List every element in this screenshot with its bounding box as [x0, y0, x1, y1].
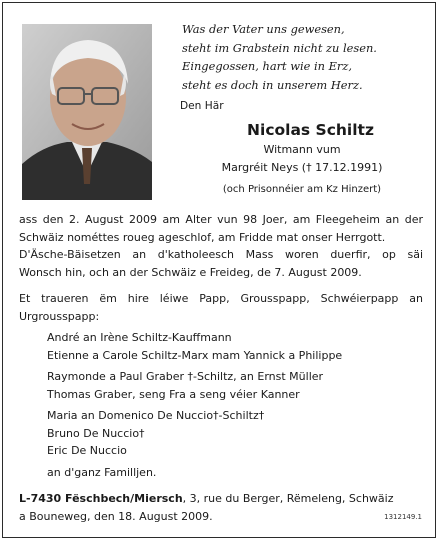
family-member: Maria an Domenico De Nuccio†-Schiltz†: [47, 409, 265, 422]
family-member: Bruno De Nuccio†: [47, 426, 145, 440]
mourners-line: Urgrousspapp:: [19, 309, 100, 323]
poem-line: steht es doch in unserem Herz.: [182, 77, 363, 92]
portrait-photo: [22, 24, 152, 200]
address-line: [19, 490, 423, 508]
note-line: (och Prisonnéier am Kz Hinzert): [222, 184, 382, 195]
address-block: [19, 490, 423, 525]
family-member: Thomas Graber, seng Fra a seng véier Kanner: [47, 387, 300, 401]
address-rest: , 3, rue du Berger, Rëmeleng, Schwäiz: [182, 492, 394, 505]
announcement-line: ass den 2. August 2009 am Alter vun 98 Joer, am Fleegeheim an der: [19, 213, 423, 226]
announcement-line: Schwäiz nométtes roueg ageschlof, am Fridde mat onser Herrgott.: [19, 230, 386, 244]
family-member: Etienne a Carole Schiltz-Marx mam Yannick a Philippe: [47, 348, 343, 362]
address-place: L-7430 Fëschbech/Miersch: [19, 492, 183, 505]
family-member: Eric De Nuccio: [47, 444, 127, 457]
intro-text: Den Här: [180, 100, 224, 112]
family-group: [19, 407, 440, 460]
poem-line: steht im Grabstein nicht zu lesen.: [182, 40, 377, 55]
family-member: André an Irène Schiltz-Kauffmann: [47, 331, 232, 344]
poem-line: Was der Vater uns gewesen,: [182, 22, 345, 36]
spouse-line: Margréit Neys († 17.12.1991): [221, 161, 383, 174]
ad-code: 1312149.1: [384, 513, 422, 521]
mourners-line: Et traueren ëm hire léiwe Papp, Grousspapp, Schwéierpapp an: [19, 292, 423, 305]
family-member: Raymonde a Paul Graber †-Schiltz, an Ernst Müller: [47, 370, 324, 383]
mourners-intro: [19, 290, 423, 325]
poem-line: Eingegossen, hart wie in Erz,: [182, 59, 352, 73]
families-closing: an d'ganz Familljen.: [47, 466, 157, 479]
widower-line: Witmann vum: [263, 143, 341, 156]
memorial-poem: [182, 20, 422, 94]
family-group: [19, 329, 440, 364]
announcement-line: Wonsch hin, och an der Schwäiz e Freideg, de 7. August 2009.: [19, 265, 362, 279]
announcement-line: D'Äsche-Bäisetzen an d'katholeesch Mass woren duerfir, op säi: [19, 248, 423, 261]
address-line: a Bouneweg, den 18. August 2009.: [19, 509, 213, 523]
deceased-name: Nicolas Schiltz: [247, 121, 374, 139]
announcement-text: [19, 211, 423, 281]
family-group: [19, 368, 440, 403]
